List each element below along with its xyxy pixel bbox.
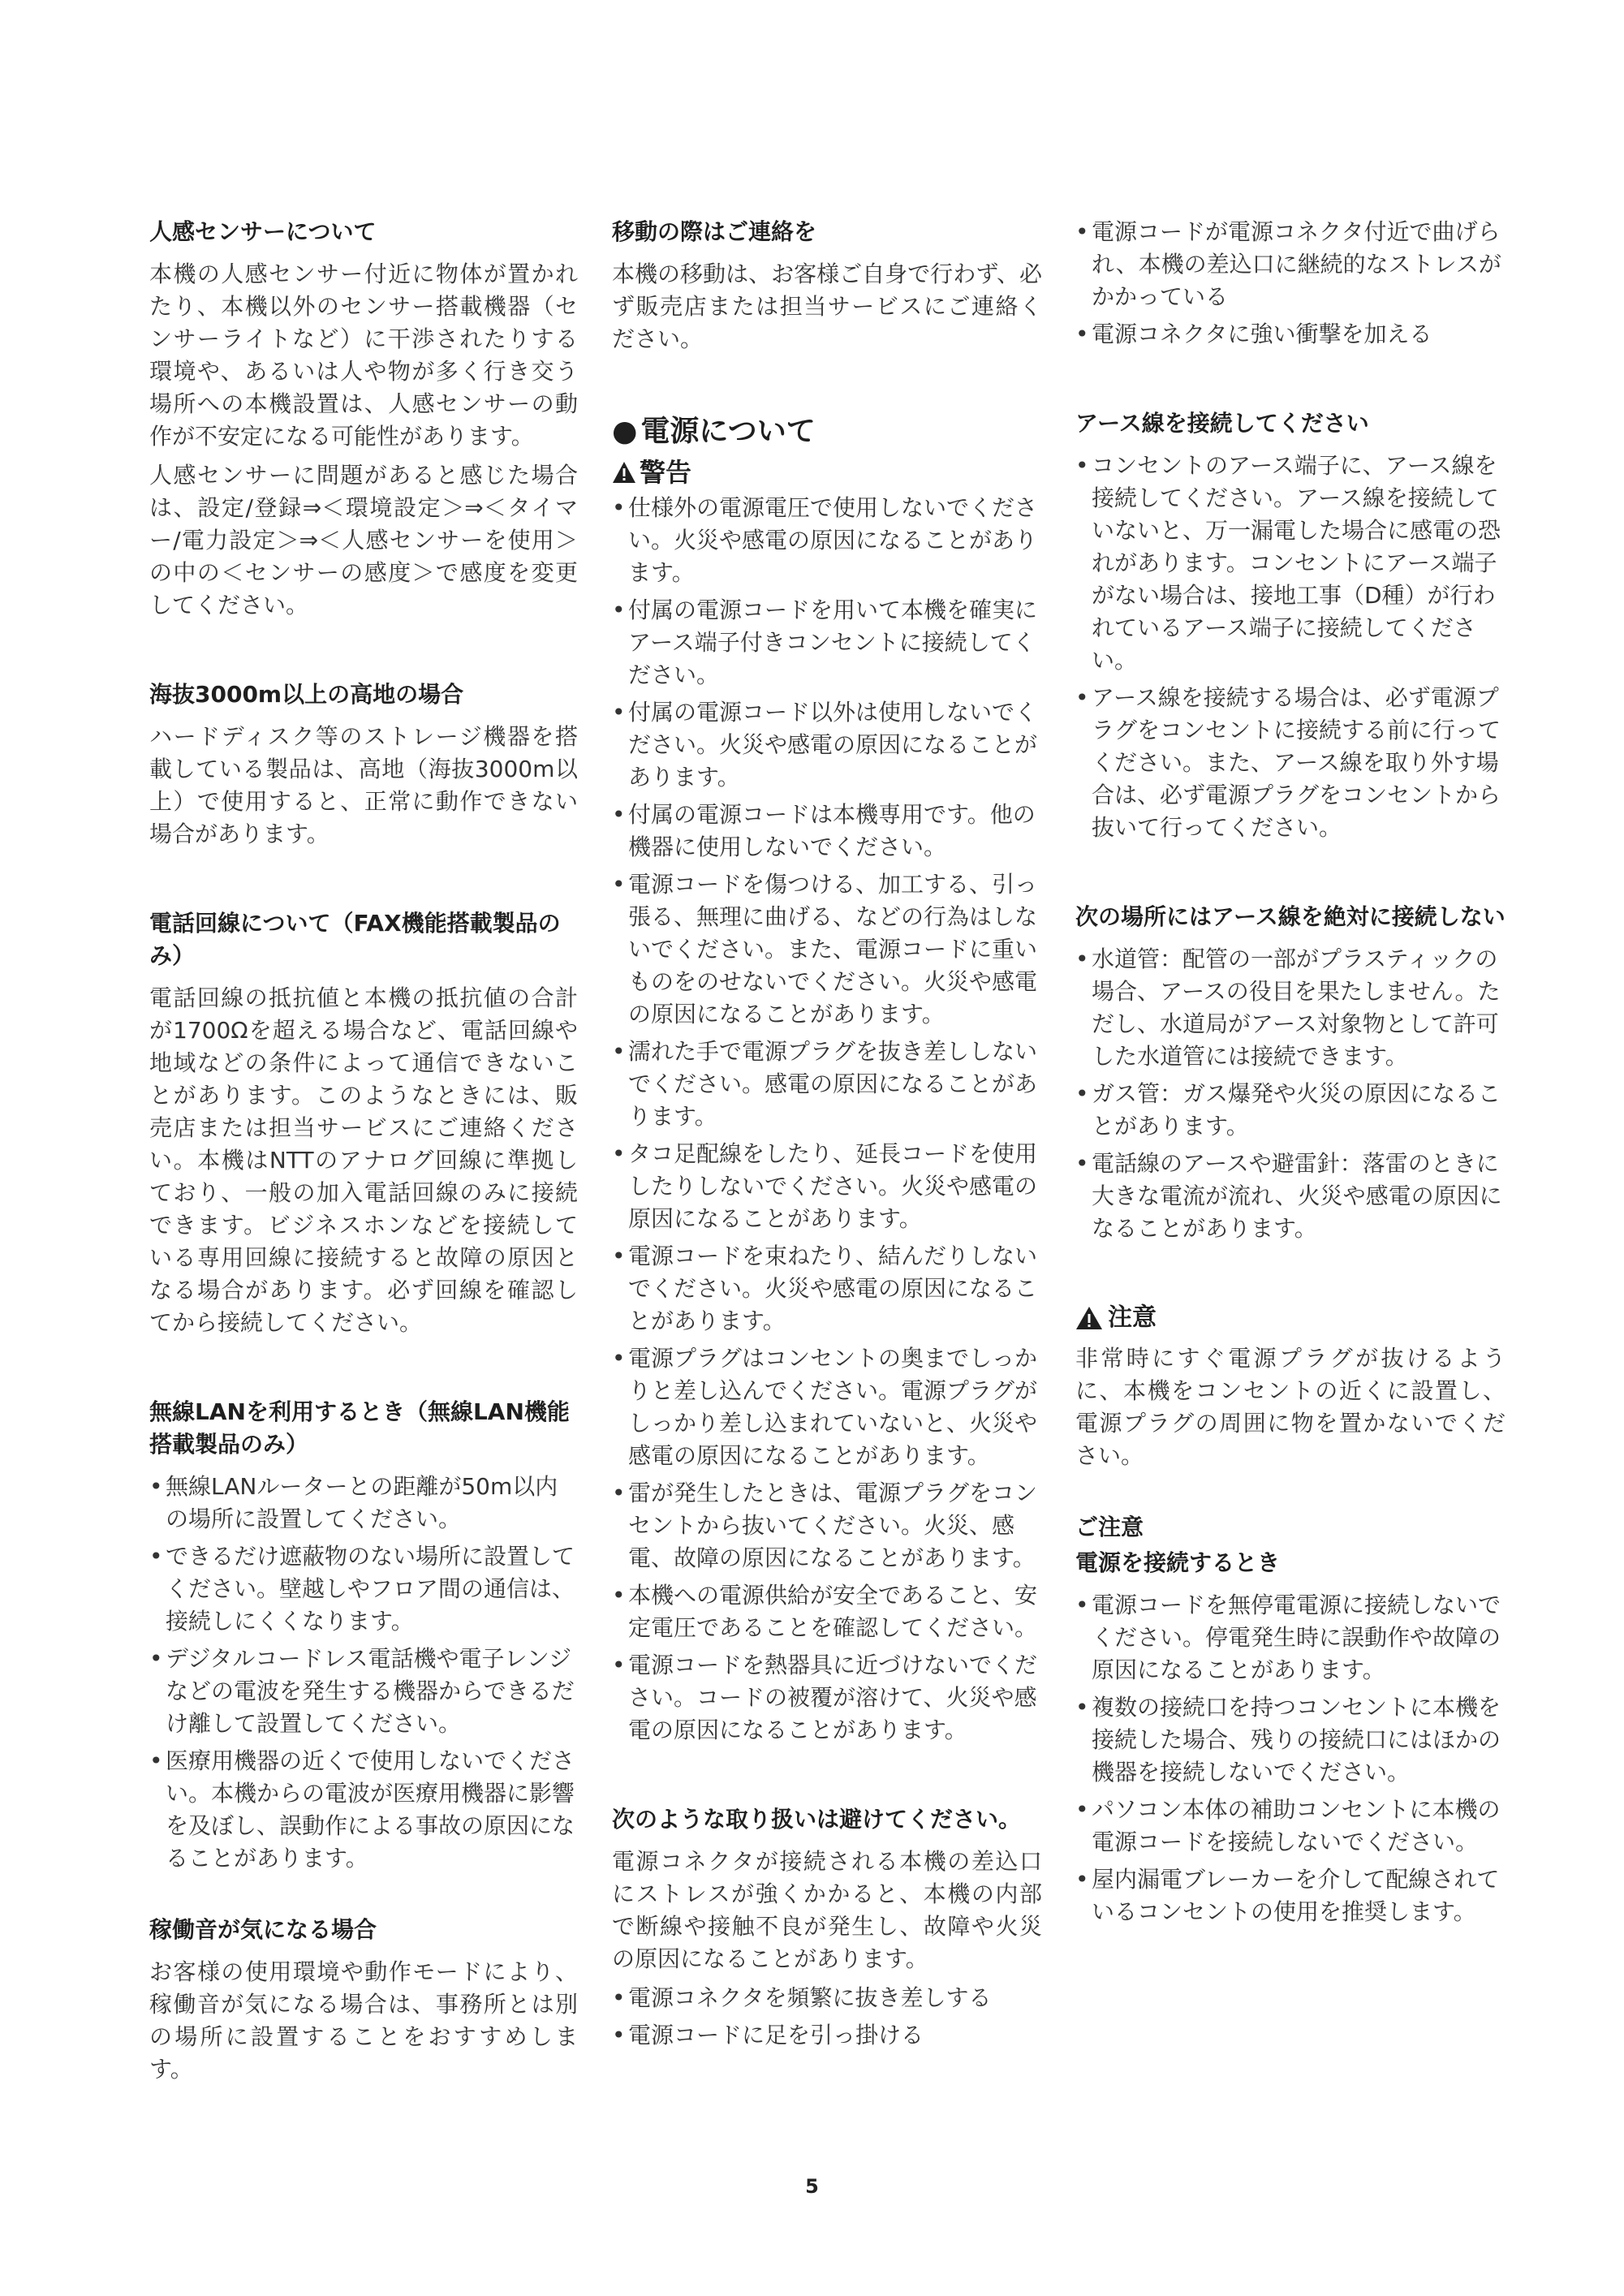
list-item: • タコ足配線をしたり、延長コードを使用したりしないでください。火災や感電の原因になることがあります。 xyxy=(612,1138,1042,1235)
list-item: • 仕様外の電源電圧で使用しないでください。火災や感電の原因になることがあります。 xyxy=(612,492,1042,589)
list-item: • 電源コードを無停電電源に接続しないでください。停電発生時に誤動作や故障の原因になることがあります。 xyxy=(1075,1589,1506,1686)
warning-label xyxy=(612,456,1042,489)
section-title-notes: ご注意 xyxy=(1075,1514,1144,1540)
section-title-earth-wire: アース線を接続してください xyxy=(1075,410,1369,437)
list-item: • 付属の電源コード以外は使用しないでください。火災や感電の原因になることがあります。 xyxy=(612,696,1042,794)
phone-line-paragraph: 電話回線の抵抗値と本機の抵抗値の合計が1700Ωを超える場合など、電話回線や地域などの条件によって通信できないことがあります。このようなときには、販売店または担当サービスにご連絡ください。本機はNTTのアナログ回線に準拠しており、一般の加入電話回線のみに接続できます。ビジネスホンなどを接続している専用回線に接続すると故障の原因となる場合があります。必ず回線を確認してから接続してください。 xyxy=(149,984,578,1336)
list-item: • 屋内漏電ブレーカーを介して配線されているコンセントの使用を推奨します。 xyxy=(1075,1863,1506,1928)
list-item: • 電源コードを熱器具に近づけないでください。コードの被覆が溶けて、火災や感電の原因になることがあります。 xyxy=(612,1649,1042,1747)
connect-power-list xyxy=(1075,1589,1506,1928)
list-item: • 電源コネクタを頻繁に抜き差しする xyxy=(612,1982,1042,2014)
list-item: • 水道管：配管の一部がプラスティックの場合、アースの役目を果たしません。ただし、水道局がアース対象物として許可した水道管には接続できます。 xyxy=(1075,943,1506,1073)
operating-noise-paragraph: お客様の使用環境や動作モードにより、稼働音が気になる場合は、事務所とは別の場所に設置することをおすすめします。 xyxy=(149,1958,578,2083)
section-title-altitude: 海抜3000m以上の高地の場合 xyxy=(149,681,464,708)
power-heading-text: 電源について xyxy=(640,415,816,448)
section-title-operating-noise: 稼働音が気になる場合 xyxy=(149,1916,377,1943)
list-item: • 無線LANルーターとの距離が50m以内の場所に設置してください。 xyxy=(149,1471,578,1536)
power-warning-list xyxy=(612,492,1042,1747)
list-item: • コンセントのアース端子に、アース線を接続してください。アース線を接続していないと、万一漏電した場合に感電の恐れがあります。コンセントにアース端子がない場合は、接地工事（D種）が行われているアース端子に接続してください。 xyxy=(1075,450,1506,677)
list-item: • 本機への電源供給が安全であること、安定電圧であることを確認してください。 xyxy=(612,1579,1042,1644)
avoid-handling-paragraph: 電源コネクタが接続される本機の差込口にストレスが強くかかると、本機の内部で断線や接触不良が発生し、故障や火災の原因になることがあります。 xyxy=(612,1848,1042,1972)
moving-paragraph: 本機の移動は、お客様ご自身で行わず、必ず販売店または担当サービスにご連絡ください。 xyxy=(612,261,1042,352)
list-item: • デジタルコードレス電話機や電子レンジなどの電波を発生する機器からできるだけ離して設置してください。 xyxy=(149,1643,578,1740)
caution-triangle-icon xyxy=(1075,1306,1103,1330)
list-item: • 電話線のアースや避雷針：落雷のときに大きな電流が流れ、火災や感電の原因になることがあります。 xyxy=(1075,1148,1506,1245)
list-item: • 複数の接続口を持つコンセントに本機を接続した場合、残りの接続口にはほかの機器を接続しないでください。 xyxy=(1075,1691,1506,1789)
list-item: • 付属の電源コードは本機専用です。他の機器に使用しないでください。 xyxy=(612,799,1042,864)
list-item: • アース線を接続する場合は、必ず電源プラグをコンセントに接続する前に行ってください。また、アース線を取り外す場合は、必ず電源プラグをコンセントから抜いて行ってください。 xyxy=(1075,682,1506,844)
section-title-wireless-lan: 無線LANを利用するとき（無線LAN機能搭載製品のみ） xyxy=(149,1398,570,1458)
column-middle xyxy=(612,216,1042,2058)
altitude-paragraph: ハードディスク等のストレージ機器を搭載している製品は、高地（海抜3000m以上）で使用すると、正常に動作できない場合があります。 xyxy=(149,723,578,847)
wireless-lan-list xyxy=(149,1471,578,1875)
list-item: • 電源コードを束ねたり、結んだりしないでください。火災や感電の原因になることがあります。 xyxy=(612,1240,1042,1338)
caution-label-text: 注意 xyxy=(1108,1303,1157,1332)
list-item: • できるだけ遮蔽物のない場所に設置してください。壁越しやフロア間の通信は、接続しにくくなります。 xyxy=(149,1540,578,1638)
power-main-heading xyxy=(612,412,1042,451)
avoid-handling-list-continued xyxy=(1075,216,1506,351)
list-item: • 医療用機器の近くで使用しないでください。本機からの電波が医療用機器に影響を及ぼし、誤動作による事故の原因になることがあります。 xyxy=(149,1745,578,1875)
list-item: • 付属の電源コードを用いて本機を確実にアース端子付きコンセントに接続してください。 xyxy=(612,594,1042,691)
column-left xyxy=(149,216,578,2092)
list-item: • 電源コードが電源コネクタ付近で曲げられ、本機の差込口に継続的なストレスがかかっている xyxy=(1075,216,1506,313)
avoid-handling-list xyxy=(612,1982,1042,2052)
page-number: 5 xyxy=(805,2175,819,2198)
bullet-circle-icon: ● xyxy=(612,415,638,448)
section-title-moving: 移動の際はご連絡を xyxy=(612,218,817,245)
caution-label xyxy=(1075,1302,1506,1334)
no-earth-list xyxy=(1075,943,1506,1245)
section-title-phone-line: 電話回線について（FAX機能搭載製品のみ） xyxy=(149,910,561,969)
list-item: • 電源コネクタに強い衝撃を加える xyxy=(1075,318,1506,351)
section-title-avoid-handling: 次のような取り扱いは避けてください。 xyxy=(612,1806,1022,1833)
section-title-sensor: 人感センサーについて xyxy=(149,218,377,245)
sensor-paragraph-1: 本機の人感センサー付近に物体が置かれたり、本機以外のセンサー搭載機器（センサーライトなど）に干渉されたりする環境や、あるいは人や物が多く行き交う場所への本機設置は、人感センサーの動作が不安定になる可能性があります。 xyxy=(149,261,578,450)
warning-triangle-icon xyxy=(612,461,636,484)
list-item: • 電源プラグはコンセントの奥までしっかりと差し込んでください。電源プラグがしっかり差し込まれていないと、火災や感電の原因になることがあります。 xyxy=(612,1342,1042,1472)
list-item: • パソコン本体の補助コンセントに本機の電源コードを接続しないでください。 xyxy=(1075,1794,1506,1859)
subsection-title-connect-power: 電源を接続するとき xyxy=(1075,1549,1281,1576)
list-item: • 濡れた手で電源プラグを抜き差ししないでください。感電の原因になることがあります。 xyxy=(612,1036,1042,1133)
column-right xyxy=(1075,216,1506,1935)
list-item: • 電源コードを傷つける、加工する、引っ張る、無理に曲げる、などの行為はしないでください。また、電源コードに重いものをのせないでください。火災や感電の原因になることがあります。 xyxy=(612,868,1042,1031)
list-item: • ガス管：ガス爆発や火災の原因になることがあります。 xyxy=(1075,1078,1506,1143)
earth-wire-list xyxy=(1075,450,1506,844)
sensor-paragraph-2: 人感センサーに問題があると感じた場合は、設定/登録⇒＜環境設定＞⇒＜タイマー/電力設定＞⇒＜人感センサーを使用＞の中の＜センサーの感度＞で感度を変更してください。 xyxy=(149,462,578,618)
section-title-no-earth: 次の場所にはアース線を絶対に接続しない xyxy=(1075,903,1506,930)
list-item: • 電源コードに足を引っ掛ける xyxy=(612,2019,1042,2052)
warning-label-text: 警告 xyxy=(640,457,692,488)
caution-paragraph: 非常時にすぐ電源プラグが抜けるように、本機をコンセントの近くに設置し、電源プラグの周囲に物を置かないでください。 xyxy=(1075,1345,1506,1469)
list-item: • 雷が発生したときは、電源プラグをコンセントから抜いてください。火災、感電、故障の原因になることがあります。 xyxy=(612,1477,1042,1574)
